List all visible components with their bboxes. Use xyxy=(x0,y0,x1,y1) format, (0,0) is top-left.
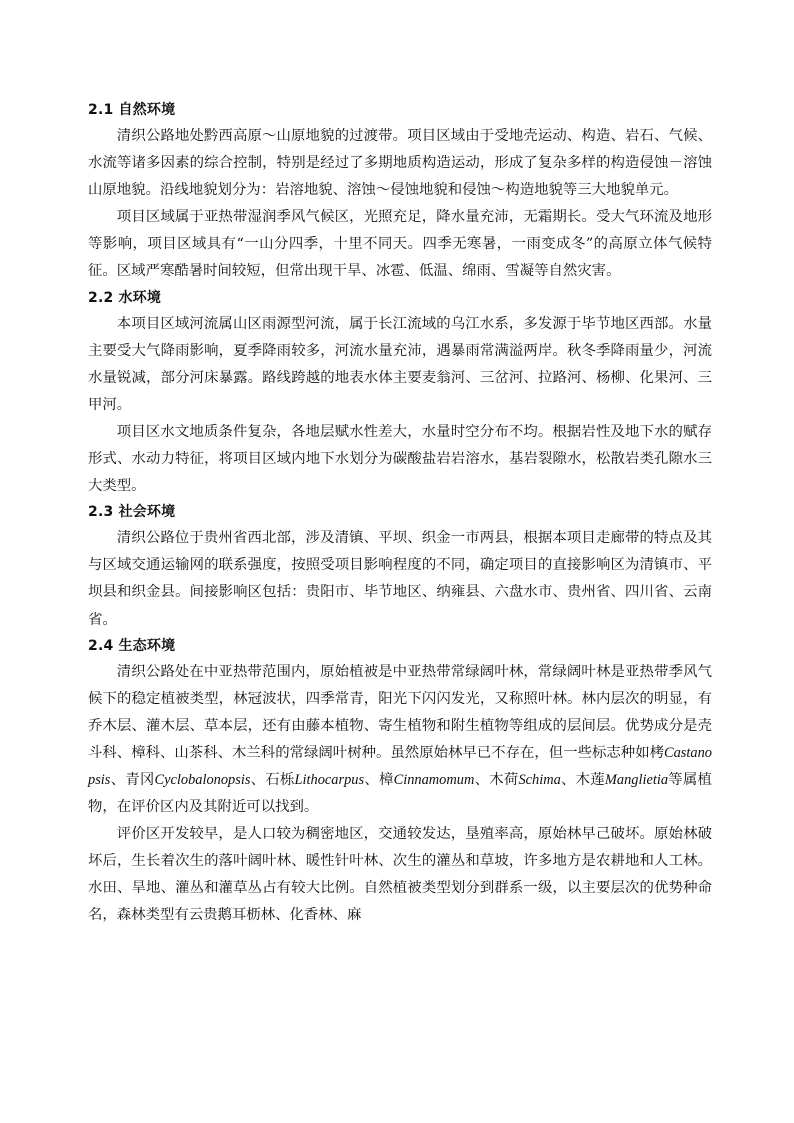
vegetation-text-mid1: 、青冈 xyxy=(110,771,155,788)
vegetation-text-lead: 清织公路处在中亚热带范围内，原始植被是中亚热带常绿阔叶林，常绿阔叶林是亚热带季风气候下的稳定植被类型，林冠波状，四季常青，阳光下闪闪发光，又称照叶林。林内层次的明显，有乔木层、灌木层、草本层，还有由藤本植物、寄生植物和附生植物等组成的层间层。优势成分是壳斗科、樟科、山茶科、木兰科的常绿阔叶树种。虽然原始林早已不存在，但一些标志种如栲 xyxy=(88,663,712,761)
latin-name-cinnamomum: Cinnamomum xyxy=(393,771,475,788)
latin-name-manglietia: Manglietia xyxy=(604,771,669,788)
latin-name-lithocarpus: Lithocarpus xyxy=(294,771,365,788)
latin-name-cyclobalonopsis: Cyclobalonopsis xyxy=(154,771,251,788)
latin-name-castanopsis: Castanopsis xyxy=(88,744,712,788)
paragraph-landform: 清织公路地处黔西高原～山原地貌的过渡带。项目区域由于受地壳运动、构造、岩石、气候、水流等诸多因素的综合控制，特别是经过了多期地质构造运动，形成了复杂多样的构造侵蚀－溶蚀山原地貌。沿线地貌划分为：岩溶地貌、溶蚀～侵蚀地貌和侵蚀～构造地貌等三大地貌单元。 xyxy=(88,128,712,199)
vegetation-text-mid3: 、樟 xyxy=(364,771,394,788)
paragraph-evaluation-area: 评价区开发较早，是人口较为稠密地区，交通较发达，垦殖率高，原始林早己破坏。原始林破坏后，生长着次生的落叶阔叶林、暖性针叶林、次生的灌丛和草坡，许多地方是农耕地和人工林。水田、旱地、灌丛和灌草丛占有较大比例。自然植被类型划分到群系一级，以主要层次的优势种命名，森林类型有云贵鹅耳枥林、化香林、麻 xyxy=(88,826,712,924)
vegetation-text-tail: 等属植物，在评价区内及其附近可以找到。 xyxy=(88,771,712,816)
paragraph-climate: 项目区域属于亚热带湿润季风气候区，光照充足，降水量充沛，无霜期长。受大气环流及地形等影响，项目区域具有“一山分四季，十里不同天。四季无寒暑，一雨变成冬”的高原立体气候特征。区域严寒酷暑时间较短，但常出现干旱、冰雹、低温、绵雨、雪凝等自然灾害。 xyxy=(88,209,712,280)
vegetation-text-mid4: 、木荷 xyxy=(474,771,519,788)
section-heading-natural-environment: 2.1 自然环境 xyxy=(88,102,176,118)
section-heading-social-environment: 2.3 社会环境 xyxy=(88,504,176,521)
vegetation-text-mid5: 、木莲 xyxy=(560,771,605,788)
section-heading-ecological-environment: 2.4 生态环境 xyxy=(88,637,176,654)
paragraph-surface-water: 本项目区域河流属山区雨源型河流，属于长江流域的乌江水系，多发源于毕节地区西部。水量主要受大气降雨影响，夏季降雨较多，河流水量充沛，遇暴雨常满溢两岸。秋冬季降雨量少，河流水量锐减，部分河床暴露。路线跨越的地表水体主要麦翁河、三岔河、拉路河、杨柳、化果河、三甲河。 xyxy=(88,315,712,413)
section-heading-water-environment: 2.2 水环境 xyxy=(88,289,162,306)
paragraph-social: 清织公路位于贵州省西北部，涉及清镇、平坝、织金一市两县，根据本项目走廊带的特点及其与区域交通运输网的联系强度，按照受项目影响程度的不同，确定项目的直接影响区为清镇市、平坝县和织金县。间接影响区包括：贵阳市、毕节地区、纳雍县、六盘水市、贵州省、四川省、云南省。 xyxy=(88,530,712,628)
document-body xyxy=(88,98,712,930)
paragraph-groundwater: 项目区水文地质条件复杂，各地层赋水性差大，水量时空分布不均。根据岩性及地下水的赋存形式、水动力特征，将项目区域内地下水划分为碳酸盐岩岩溶水，基岩裂隙水，松散岩类孔隙水三大类型。 xyxy=(88,423,712,495)
vegetation-text-mid2: 、石栎 xyxy=(250,771,295,788)
latin-name-schima: Schima xyxy=(518,771,561,788)
paragraph-vegetation xyxy=(88,659,712,822)
